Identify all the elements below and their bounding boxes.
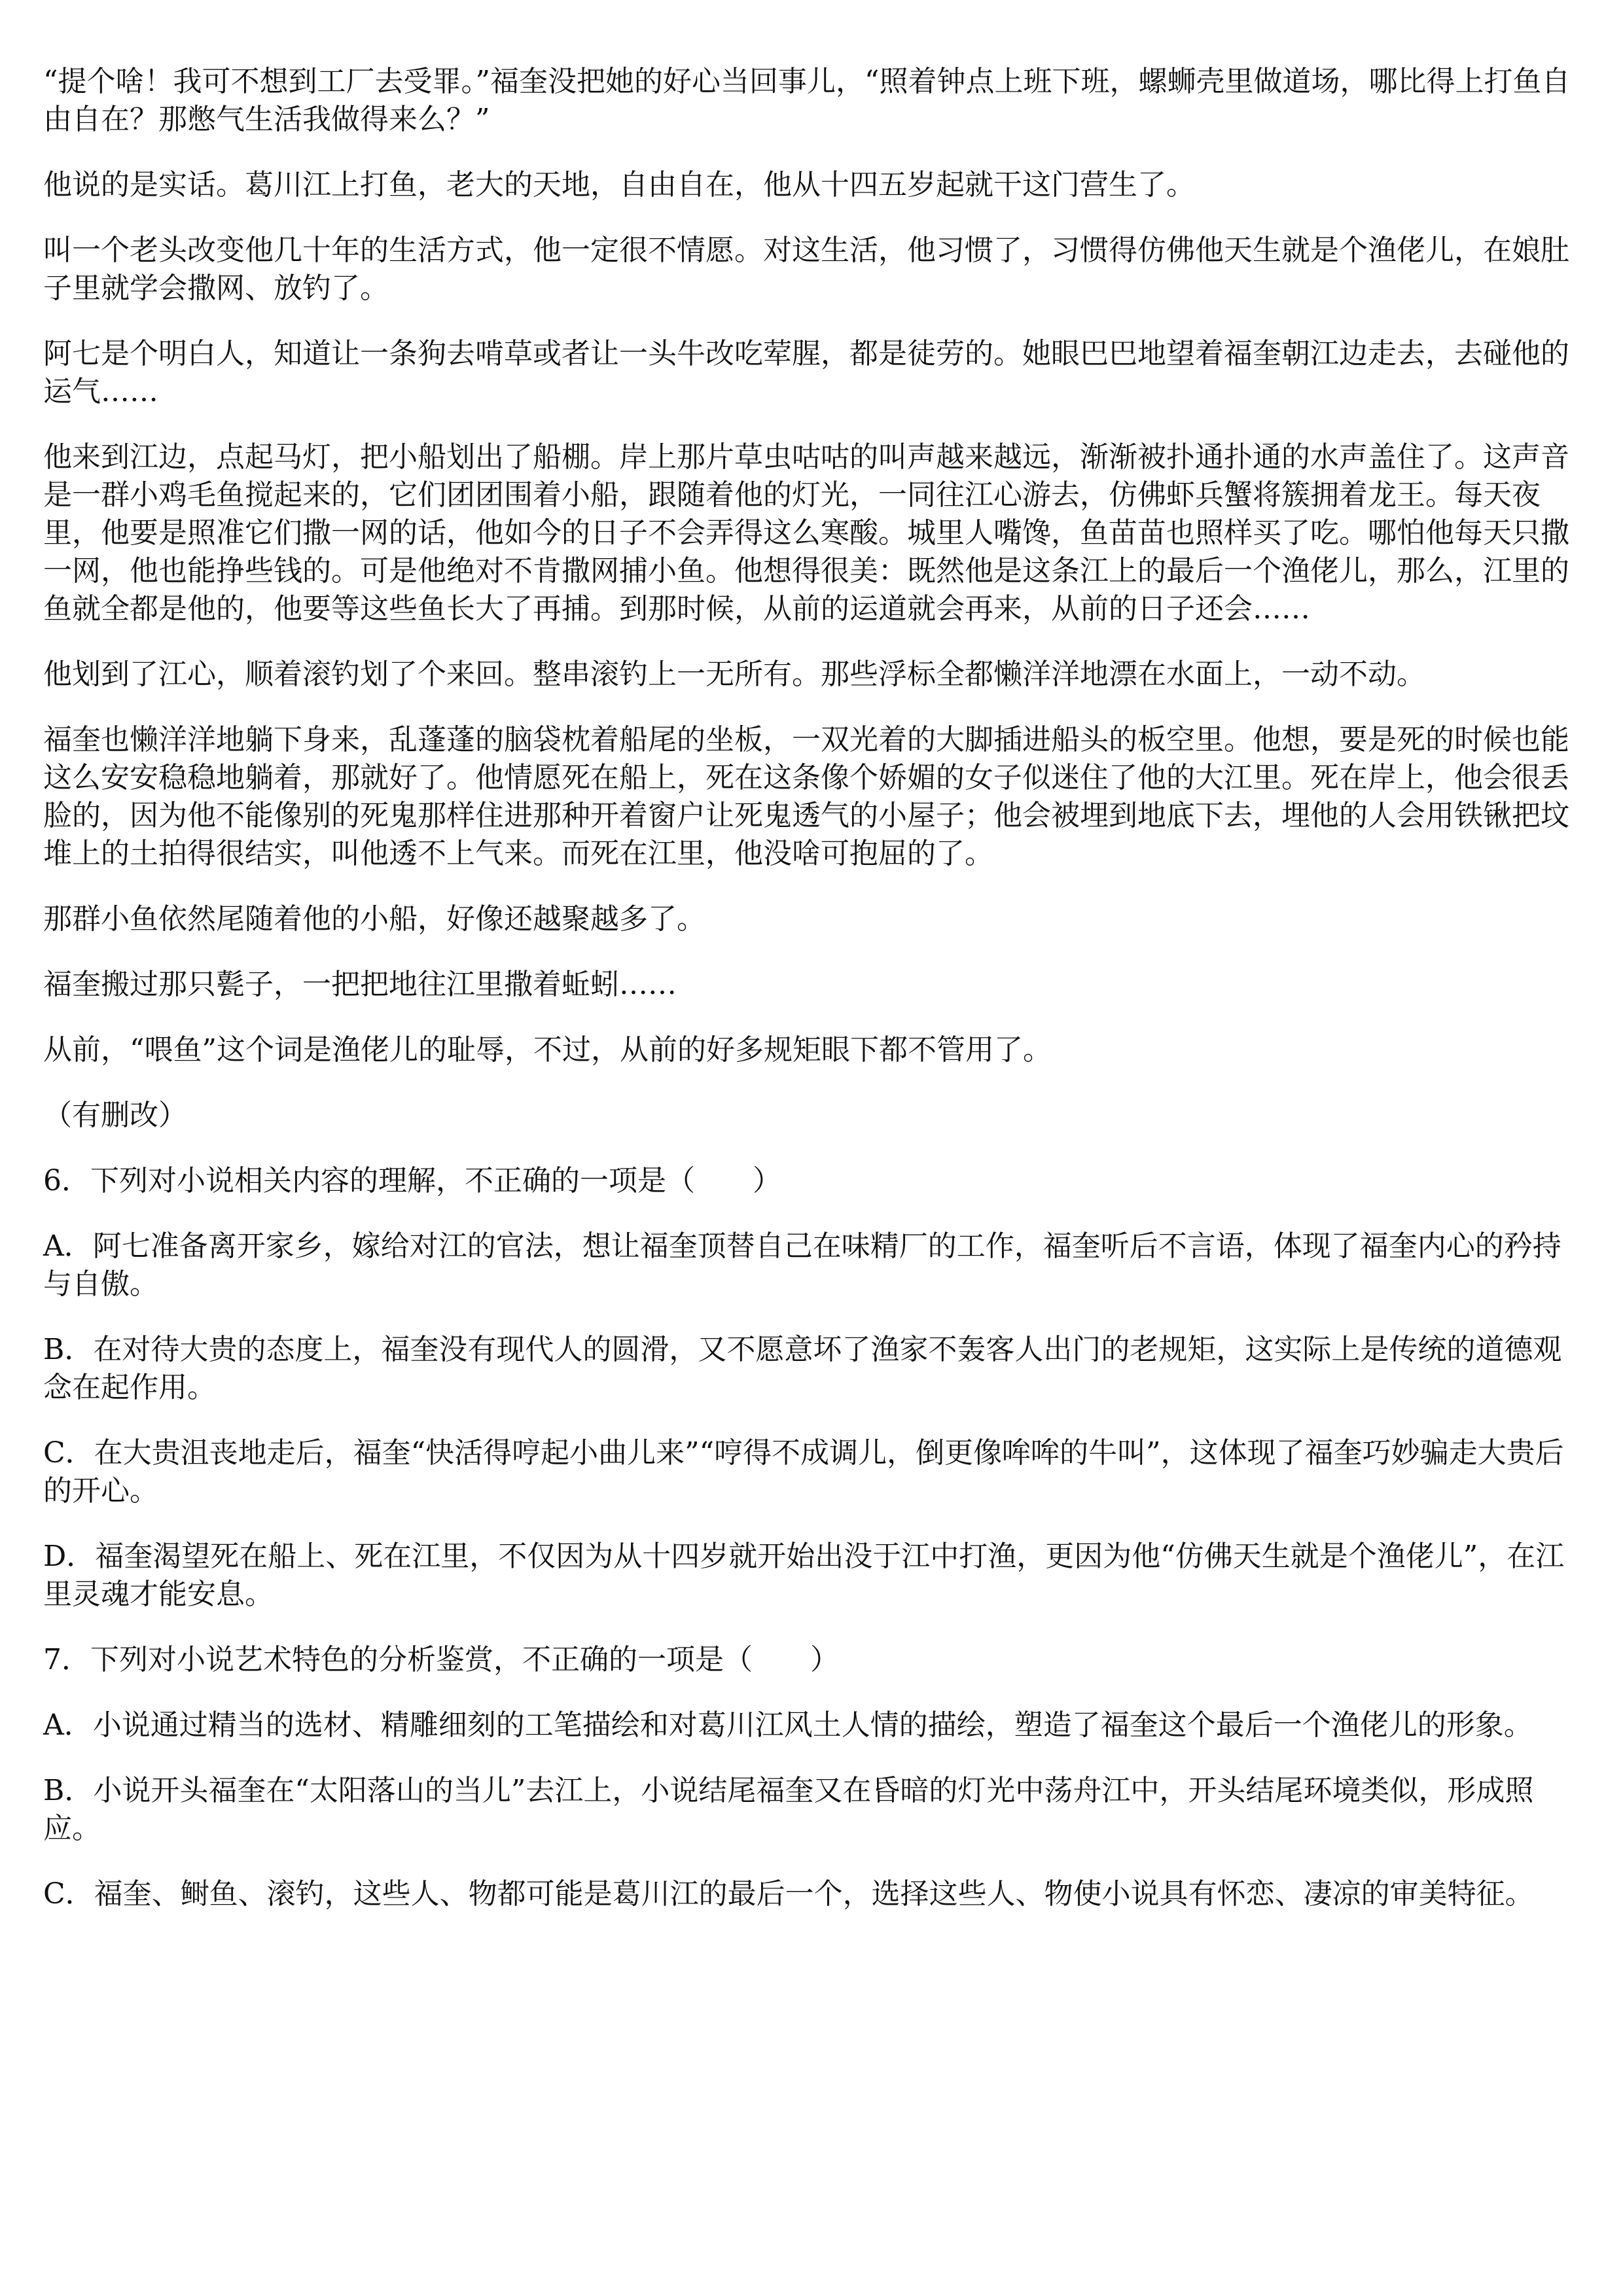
question-6 — [43, 1162, 1588, 1614]
question-7-option-c: C．福奎、鲥鱼、滚钓，这些人、物都可能是葛川江的最后一个，选择这些人、物使小说具有怀恋、凄凉的审美特征。 — [43, 1877, 1534, 1911]
question-7-option-a: A．小说通过精当的选材、精雕细刻的工笔描绘和对葛川江风土人情的描绘，塑造了福奎这个最后一个渔佬儿的形象。 — [43, 1708, 1533, 1742]
question-6-option-b: B．在对待大贵的态度上，福奎没有现代人的圆滑，又不愿意坏了渔家不轰客人出门的老规矩，这实际上是传统的道德观念在起作用。 — [43, 1333, 1562, 1404]
passage-paragraph-9: 福奎搬过那只甏子，一把把地往江里撒着蚯蚓…… — [43, 968, 677, 1001]
passage-paragraph-7: 福奎也懒洋洋地躺下身来，乱蓬蓬的脑袋枕着船尾的坐板，一双光着的大脚插进船头的板空里。他想，要是死的时候也能这么安安稳稳地躺着，那就好了。他情愿死在船上，死在这条像个娇媚的女子似迷住了他的大江里。死在岸上，他会很丢脸的，因为他不能像别的死鬼那样住进那种开着窗户让死鬼透气的小屋子；他会被埋到地底下去，埋他的人会用铁锹把坟堆上的土拍得很结实，叫他透不上气来。而死在江里，他没啥可抱屈的了。 — [43, 723, 1569, 870]
passage-paragraph-1: “提个啥！我可不想到工厂去受罪。”福奎没把她的好心当回事儿，“照着钟点上班下班，螺蛳壳里做道场，哪比得上打鱼自由自在？那憋气生活我做得来么？” — [43, 65, 1571, 136]
passage — [43, 63, 1588, 1135]
passage-paragraph-8: 那群小鱼依然尾随着他的小船，好像还越聚越多了。 — [43, 902, 705, 936]
passage-paragraph-5: 他来到江边，点起马灯，把小船划出了船棚。岸上那片草虫咕咕的叫声越来越远，渐渐被扑通扑通的水声盖住了。这声音是一群小鸡毛鱼搅起来的，它们团团围着小船，跟随着他的灯光，一同往江心游去，仿佛虾兵蟹将簇拥着龙王。每天夜里，他要是照准它们撒一网的话，他如今的日子不会弄得这么寒酸。城里人嘴馋，鱼苗苗也照样买了吃。哪怕他每天只撒一网，他也能挣些钱的。可是他绝对不肯撒网捕小鱼。他想得很美：既然他是这条江上的最后一个渔佬儿，那么，江里的鱼就全都是他的，他要等这些鱼长大了再捕。到那时候，从前的运道就会再来，从前的日子还会…… — [43, 440, 1569, 626]
passage-paragraph-10: 从前，“喂鱼”这个词是渔佬儿的耻辱，不过，从前的好多规矩眼下都不管用了。 — [43, 1033, 1052, 1067]
question-6-option-c: C．在大贵沮丧地走后，福奎“快活得哼起小曲儿来”“哼得不成调儿，倒更像哞哞的牛叫”，这体现了福奎巧妙骗走大贵后的开心。 — [43, 1436, 1564, 1508]
passage-paragraph-3: 叫一个老头改变他几十年的生活方式，他一定很不情愿。对这生活，他习惯了，习惯得仿佛他天生就是个渔佬儿，在娘肚子里就学会撒网、放钓了。 — [43, 234, 1569, 305]
question-7-stem: 7．下列对小说艺术特色的分析鉴赏，不正确的一项是（ ） — [43, 1643, 839, 1676]
passage-paragraph-2: 他说的是实话。葛川江上打鱼，老大的天地，自由自在，他从十四五岁起就干这门营生了。 — [43, 168, 1195, 202]
question-6-option-d: D．福奎渴望死在船上、死在江里，不仅因为从十四岁就开始出没于江中打渔，更因为他“仿佛天生就是个渔佬儿”，在江里灵魂才能安息。 — [43, 1540, 1565, 1611]
passage-paragraph-4: 阿七是个明白人，知道让一条狗去啃草或者让一头牛改吃荤腥，都是徒劳的。她眼巴巴地望着福奎朝江边走去，去碰他的运气…… — [43, 337, 1569, 408]
source-note: （有删改） — [43, 1099, 187, 1132]
question-6-option-a: A．阿七准备离开家乡，嫁给对江的官法，想让福奎顶替自己在味精厂的工作，福奎听后不言语，体现了福奎内心的矜持与自傲。 — [43, 1229, 1561, 1301]
document-page — [43, 63, 1588, 1941]
question-7-option-b: B．小说开头福奎在“太阳落山的当儿”去江上，小说结尾福奎又在昏暗的灯光中荡舟江中，开头结尾环境类似，形成照应。 — [43, 1774, 1534, 1845]
passage-paragraph-6: 他划到了江心，顺着滚钓划了个来回。整串滚钓上一无所有。那些浮标全都懒洋洋地漂在水面上，一动不动。 — [43, 658, 1425, 691]
question-6-stem: 6．下列对小说相关内容的理解，不正确的一项是（ ） — [43, 1164, 781, 1197]
question-7 — [43, 1641, 1588, 1913]
